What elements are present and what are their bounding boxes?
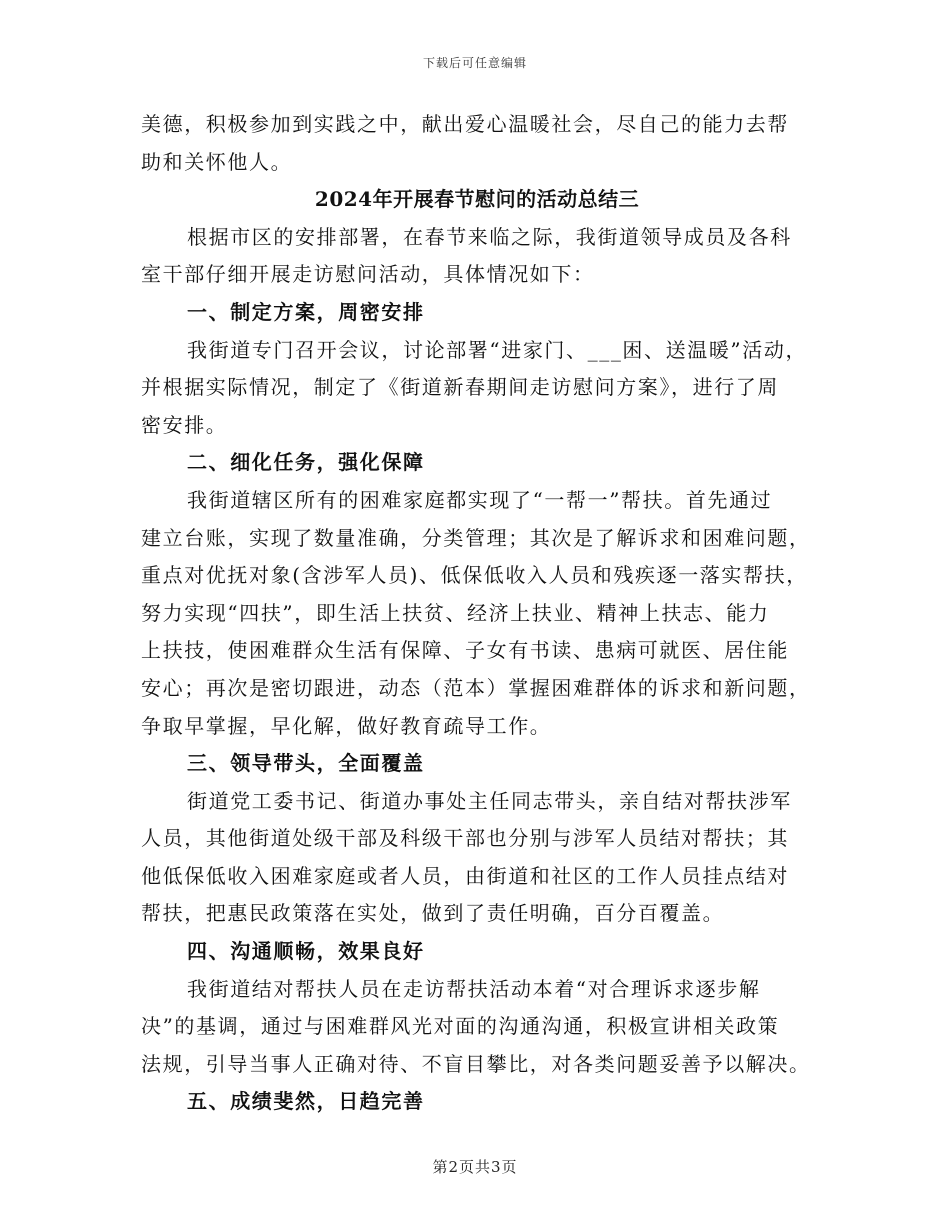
paragraph-line: 人员，其他街道处级干部及科级干部也分别与涉军人员结对帮扶；其 <box>141 826 789 851</box>
paragraph-line: 帮扶，把惠民政策落在实处，做到了责任明确，百分百覆盖。 <box>141 901 725 926</box>
paragraph-line: 决”的基调，通过与困难群风光对面的沟通沟通，积极宣讲相关政策 <box>141 1014 780 1039</box>
paragraph-line: 重点对优抚对象(含涉军人员)、低保低收入人员和残疾逐一落实帮扶， <box>141 563 808 588</box>
paragraph-line: 他低保低收入困难家庭或者人员，由街道和社区的工作人员挂点结对 <box>141 863 789 888</box>
paragraph-line: 努力实现“四扶”，即生活上扶贫、经济上扶业、精神上扶志、能力 <box>141 600 770 625</box>
paragraph-line: 建立台账，实现了数量准确，分类管理；其次是了解诉求和困难问题， <box>141 525 811 550</box>
page-header-note: 下载后可任意编辑 <box>422 56 527 70</box>
paragraph-line: 根据市区的安排部署，在春节来临之际，我街道领导成员及各科 <box>187 224 792 249</box>
document-body <box>141 106 813 1121</box>
paragraph-line: 密安排。 <box>141 412 228 437</box>
paragraph-line: 美德，积极参加到实践之中，献出爱心温暖社会，尽自己的能力去帮 <box>141 112 789 136</box>
paragraph-line: 我街道结对帮扶人员在走访帮扶活动本着“对合理诉求逐步解 <box>187 976 761 1001</box>
paragraph-line: 室干部仔细开展走访慰问活动，具体情况如下： <box>141 262 595 287</box>
section-heading-4: 四、沟通顺畅，效果良好 <box>187 939 425 964</box>
paragraph-line: 助和关怀他人。 <box>141 149 293 174</box>
paragraph-line: 我街道辖区所有的困难家庭都实现了“一帮一”帮扶。首先通过 <box>187 487 773 512</box>
page-number: 第2页共3页 <box>432 1158 518 1176</box>
document-title: 2024年开展春节慰问的活动总结三 <box>314 187 640 212</box>
section-heading-5: 五、成绩斐然，日趋完善 <box>187 1089 425 1114</box>
paragraph-line: 争取早掌握，早化解，做好教育疏导工作。 <box>141 713 552 738</box>
paragraph-line: 街道党工委书记、街道办事处主任同志带头，亲自结对帮扶涉军 <box>187 788 792 813</box>
section-heading-2: 二、细化任务，强化保障 <box>187 450 425 475</box>
paragraph-line: 法规，引导当事人正确对待、不盲目攀比，对各类问题妥善予以解决。 <box>141 1051 811 1076</box>
paragraph-line: 并根据实际情况，制定了《街道新春期间走访慰问方案》，进行了周 <box>141 375 779 400</box>
section-heading-3: 三、领导带头，全面覆盖 <box>187 751 425 776</box>
paragraph-line: 我街道专门召开会议，讨论部署“进家门、___困、送温暖”活动， <box>187 337 808 362</box>
section-heading-1: 一、制定方案，周密安排 <box>187 299 425 324</box>
paragraph-line: 安心；再次是密切跟进，动态（范本）掌握困难群体的诉求和新问题， <box>141 675 811 700</box>
paragraph-line: 上扶技，使困难群众生活有保障、子女有书读、患病可就医、居住能 <box>141 638 789 663</box>
